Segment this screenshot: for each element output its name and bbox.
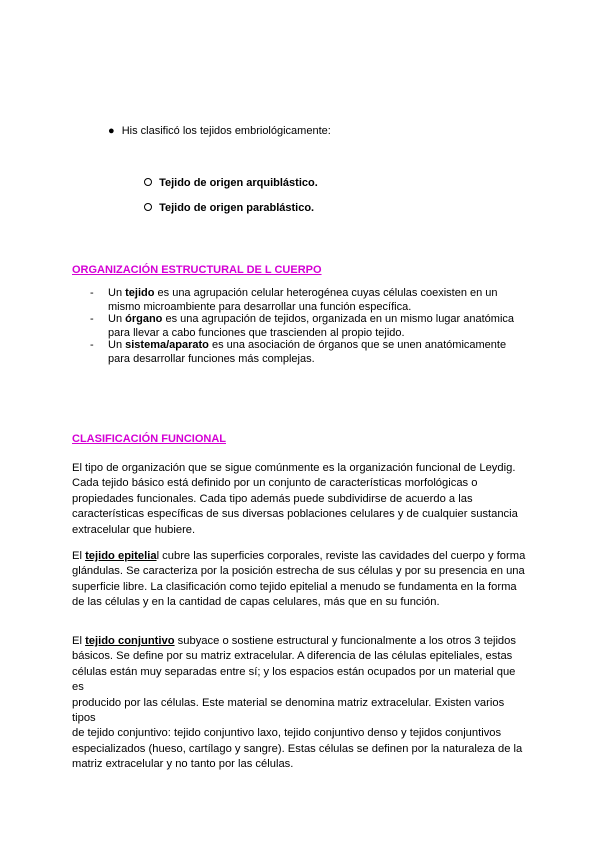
item-text: es una agrupación de tejidos, organizada en un mismo lugar anatómica <box>162 313 515 325</box>
paragraph-line: características específicas de sus diversas poblaciones celulares y de cualquier sustancia <box>72 508 518 521</box>
circle-bullet-icon <box>144 203 152 211</box>
item-text: es una asociación de órganos que se unen anatómicamente <box>208 339 507 351</box>
paragraph-epitelial <box>72 549 527 611</box>
item-text: Un <box>108 339 126 351</box>
paragraph-line: especializados (hueso, cartílago y sangre). Estas células se definen por la naturaleza de la <box>72 742 523 755</box>
subitem-text: Tejido de origen parablástico. <box>159 202 315 214</box>
item-term: órgano <box>125 313 163 325</box>
list-item <box>90 286 530 314</box>
paragraph-line: básicos. Se define por su matriz extracelular. A diferencia de las células epiteliales, estas <box>72 650 513 663</box>
paragraph-text: subyace o sostiene estructural y funcionalmente a los otros 3 tejidos <box>174 635 516 647</box>
paragraph-text: l cubre las superficies corporales, reviste las cavidades del cuerpo y forma <box>156 550 526 562</box>
paragraph-line: propiedades funcionales. Cada tipo además puede subdividirse de acuerdo a las <box>72 492 473 505</box>
dash-bullet-icon: - <box>90 339 94 351</box>
dash-bullet-icon: - <box>90 313 94 325</box>
item-text: para llevar a cabo funciones que trascienden al propio tejido. <box>108 327 405 339</box>
section-heading-organizacion: ORGANIZACIÓN ESTRUCTURAL DE L CUERPO <box>72 264 322 276</box>
item-text: es una agrupación celular heterogénea cuyas células coexisten en un <box>154 287 498 299</box>
intro-bullet-text: His clasificó los tejidos embriológicamente: <box>121 125 331 137</box>
paragraph-line: producido por las células. Este material se denomina matriz extracelular. Existen varios tipos <box>72 696 505 725</box>
paragraph-line: El tipo de organización que se sigue comúnmente es la organización funcional de Leydig. <box>72 462 516 474</box>
paragraph-line: de tejido conjuntivo: tejido conjuntivo laxo, tejido conjuntivo denso y tejidos conjuntivos <box>72 727 502 740</box>
intro-subitem <box>144 201 314 215</box>
list-item <box>90 338 530 366</box>
intro-bullet <box>108 124 331 138</box>
paragraph-line <box>72 634 527 649</box>
paragraph-line: células están muy separadas entre sí; y los espacios están ocupados por un material que es <box>72 665 516 694</box>
term-conjuntivo: tejido conjuntivo <box>85 635 175 647</box>
paragraph-line: extracelular que hubiere. <box>72 523 196 536</box>
paragraph-line: Cada tejido básico está definido por un conjunto de características morfológicas o <box>72 477 478 490</box>
item-text: para desarrollar funciones más complejas. <box>108 353 315 365</box>
section-heading-clasificacion: CLASIFICACIÓN FUNCIONAL <box>72 433 226 445</box>
item-term: sistema/aparato <box>125 339 209 351</box>
subitem-text: Tejido de origen arquiblástico. <box>159 177 318 189</box>
intro-subitem <box>144 176 318 190</box>
paragraph-line: glándulas. Se caracteriza por la posición estrecha de sus células y por su presencia en una <box>72 565 525 578</box>
dash-bullet-icon: - <box>90 287 94 299</box>
paragraph-line: de las células y en la cantidad de capas celulares, más que en su función. <box>72 596 440 609</box>
term-epitelial: tejido epitelia <box>85 550 157 562</box>
item-term: tejido <box>125 287 155 299</box>
bullet-dot-icon: ● <box>108 125 115 137</box>
paragraph-line: superficie libre. La clasificación como tejido epitelial a menudo se fundamenta en la forma <box>72 580 517 593</box>
list-item <box>90 312 530 340</box>
paragraph-conjuntivo <box>72 634 527 773</box>
item-text: mismo microambiente para desarrollar una función específica. <box>108 301 412 313</box>
item-text: Un <box>108 313 126 325</box>
paragraph-text: El <box>72 635 86 647</box>
item-text: Un <box>108 287 126 299</box>
paragraph-line: matriz extracelular y no tanto por las células. <box>72 758 294 771</box>
paragraph-line <box>72 549 527 564</box>
paragraph-leydig <box>72 461 527 538</box>
circle-bullet-icon <box>144 178 152 186</box>
paragraph-text: El <box>72 550 86 562</box>
